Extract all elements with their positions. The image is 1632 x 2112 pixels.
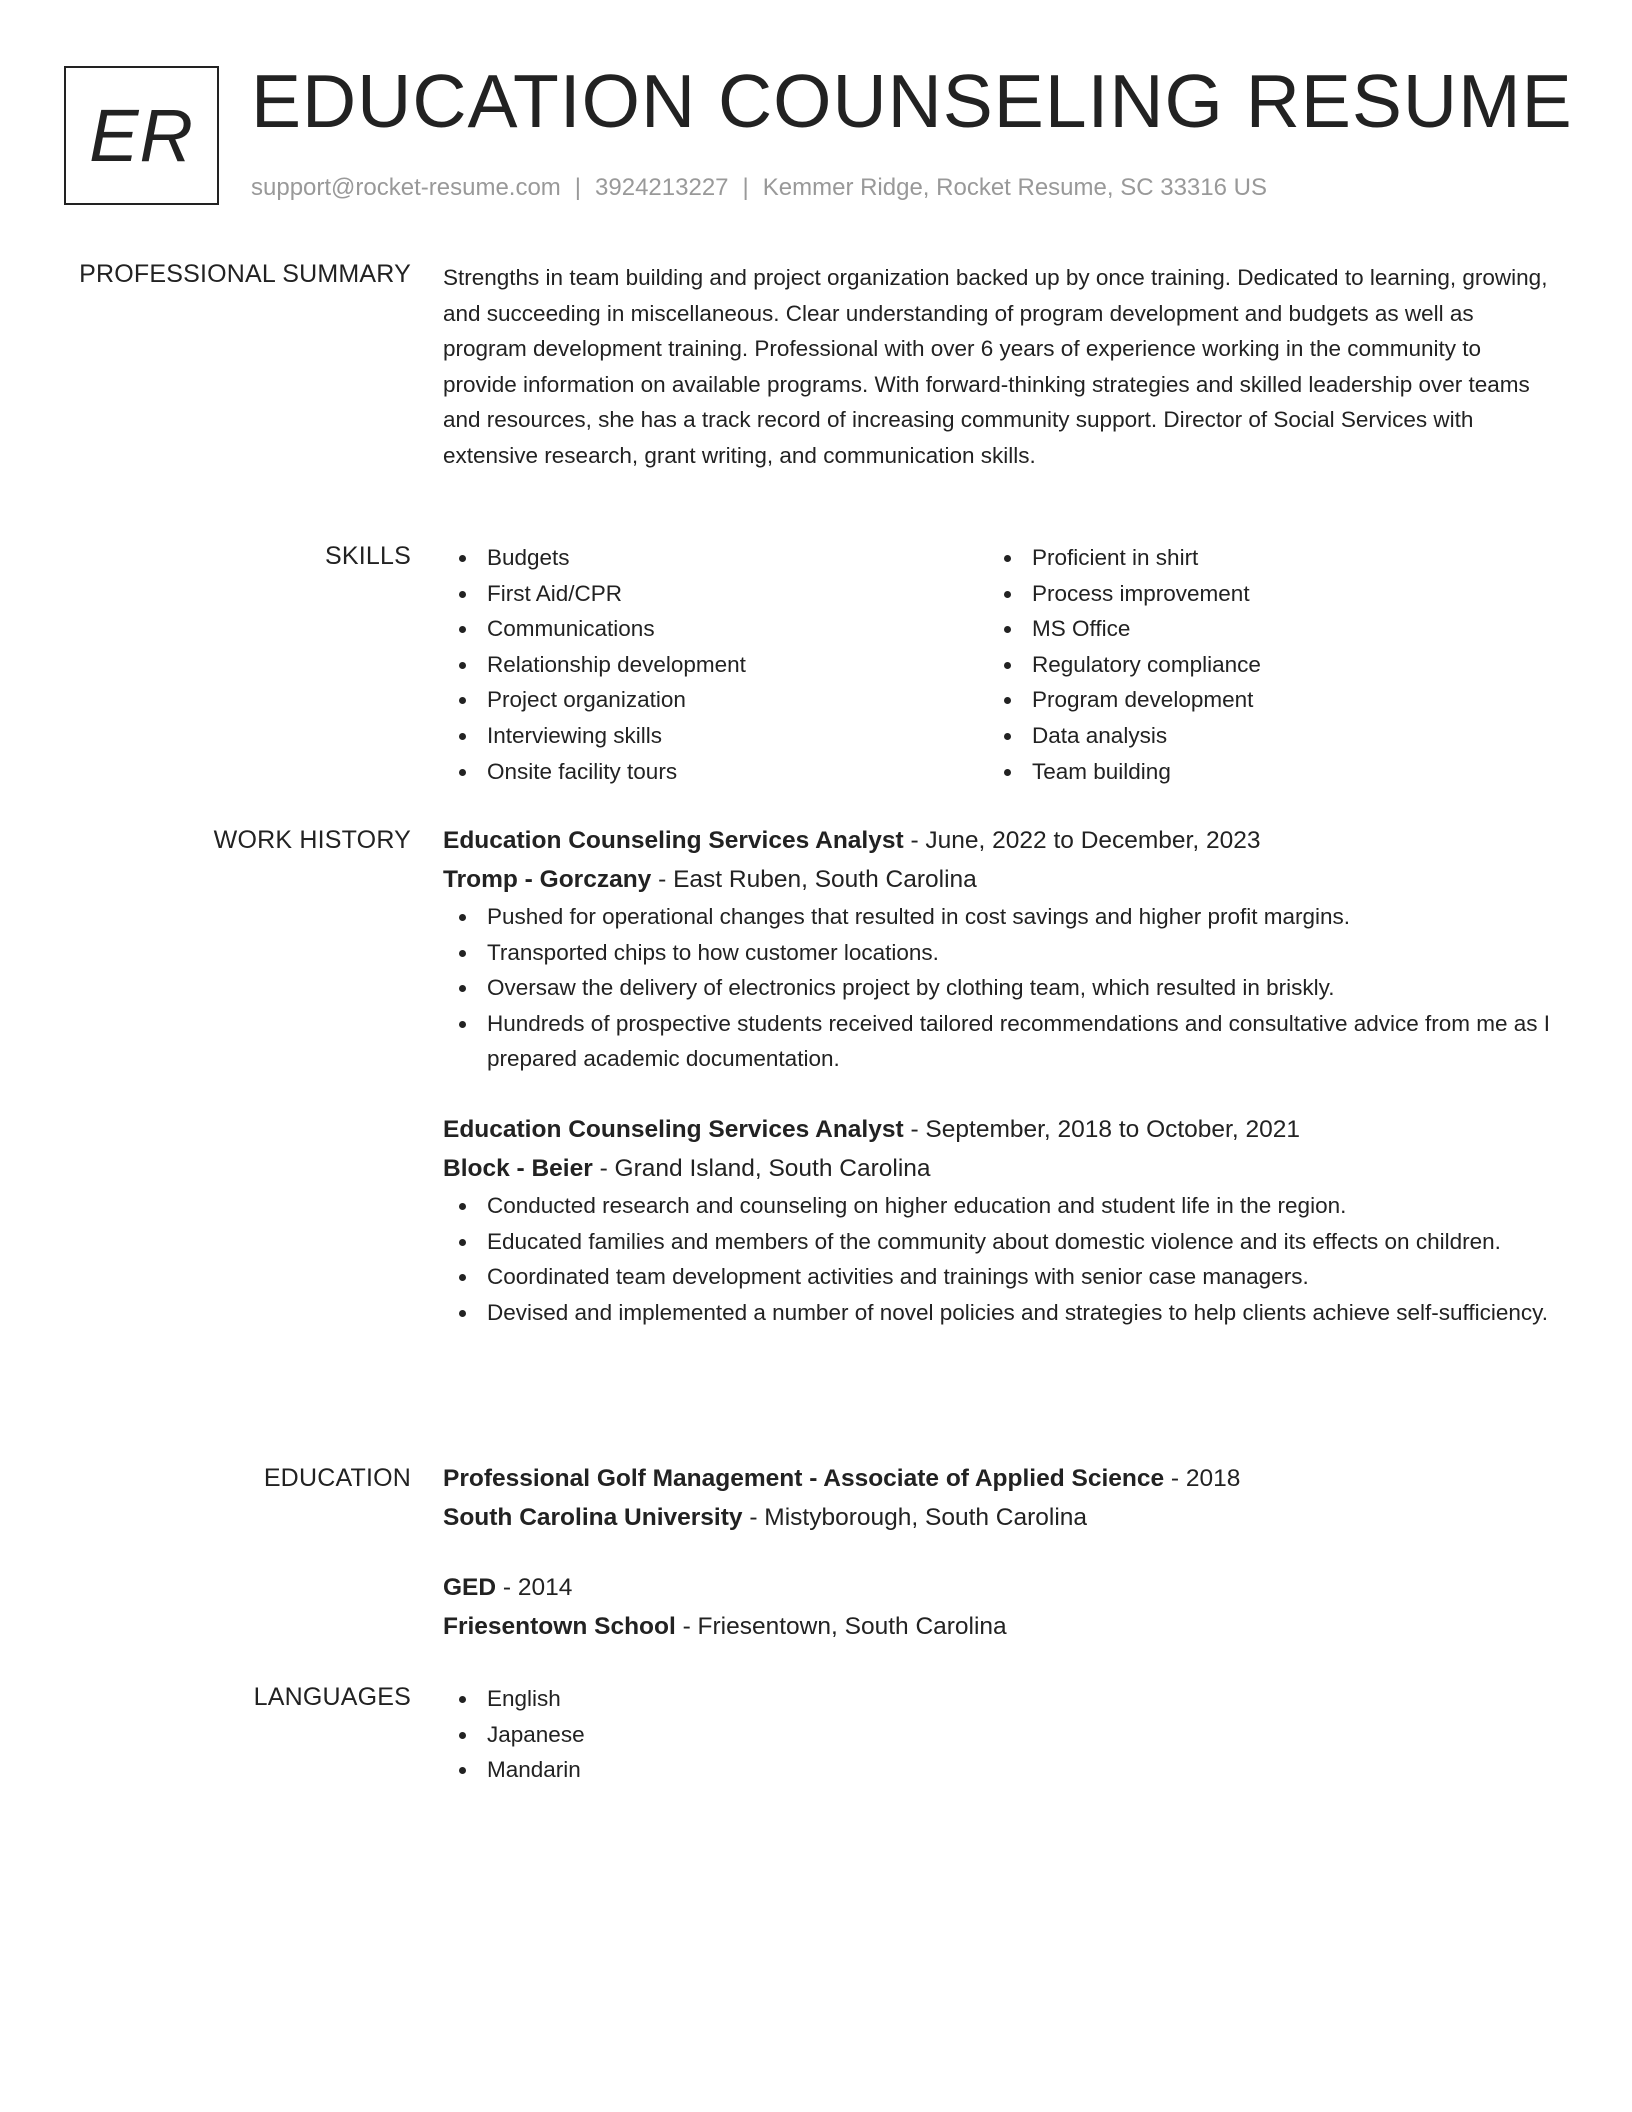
work-body xyxy=(443,821,1553,1363)
job-duty: Transported chips to how customer locations. xyxy=(443,935,1553,971)
job-duty: Oversaw the delivery of electronics project by clothing team, which resulted in briskly. xyxy=(443,970,1553,1006)
education-entry xyxy=(443,1459,1553,1537)
language-item: Japanese xyxy=(443,1717,1553,1753)
contact-separator: | xyxy=(742,174,749,201)
skill-item: First Aid/CPR xyxy=(443,576,988,612)
language-item: English xyxy=(443,1681,1553,1717)
education-degree-line xyxy=(443,1459,1553,1498)
job-duty: Conducted research and counseling on higher education and student life in the region. xyxy=(443,1188,1553,1224)
job-duty: Educated families and members of the community about domestic violence and its effects on children. xyxy=(443,1224,1553,1260)
job-duties-list xyxy=(443,1188,1553,1330)
job-company-line xyxy=(443,1149,1553,1188)
skill-item: Process improvement xyxy=(988,576,1533,612)
contact-separator: | xyxy=(574,174,582,201)
job-company: Block - Beier xyxy=(443,1154,593,1182)
summary-text: Strengths in team building and project organization backed up by once training. Dedicated to learning, growing, and succeeding in miscellaneous. Clear understanding of program development and budgets as well as program development training. Professional with over 6 years of experience working in the community to provide information on available programs. With forward-thinking strategies and skilled leadership over teams and resources, she has a track record of increasing community support. Director of Social Services with extensive research, grant writing, and communication skills. xyxy=(443,265,1548,468)
skill-item: Budgets xyxy=(443,540,988,576)
contact-line xyxy=(251,172,1267,204)
skill-item: Interviewing skills xyxy=(443,718,988,754)
job-duty: Coordinated team development activities and trainings with senior case managers. xyxy=(443,1259,1553,1295)
education-school-line xyxy=(443,1607,1553,1646)
skills-list-left xyxy=(443,540,988,789)
job-company-line xyxy=(443,860,1553,899)
skills-body xyxy=(443,540,1553,789)
skills-list-right xyxy=(988,540,1533,789)
job-dates: - September, 2018 to October, 2021 xyxy=(903,1115,1300,1143)
education-school-line xyxy=(443,1498,1553,1537)
education-location: - Friesentown, South Carolina xyxy=(675,1613,1007,1640)
job-duty: Pushed for operational changes that resulted in cost savings and higher profit margins. xyxy=(443,899,1553,935)
job-entry xyxy=(443,821,1553,1077)
section-label-languages: LANGUAGES xyxy=(253,1683,411,1711)
skill-item: Proficient in shirt xyxy=(988,540,1533,576)
contact-phone[interactable]: 3924213227 xyxy=(595,174,729,201)
job-duty: Hundreds of prospective students received tailored recommendations and consultative advice from me as I prepared academic documentation. xyxy=(443,1006,1553,1077)
education-degree-line xyxy=(443,1568,1553,1607)
summary-body xyxy=(443,260,1553,474)
contact-address: Kemmer Ridge, Rocket Resume, SC 33316 US xyxy=(762,174,1267,201)
monogram: ER xyxy=(64,66,219,205)
skill-item: Regulatory compliance xyxy=(988,647,1533,683)
job-duty: Devised and implemented a number of novel policies and strategies to help clients achieve self-sufficiency. xyxy=(443,1295,1553,1331)
education-location: - Mistyborough, South Carolina xyxy=(742,1504,1088,1531)
skill-item: Communications xyxy=(443,611,988,647)
job-location: - East Ruben, South Carolina xyxy=(651,866,977,893)
education-degree: GED xyxy=(443,1574,497,1601)
skill-item: Relationship development xyxy=(443,647,988,683)
skill-item: Onsite facility tours xyxy=(443,754,988,790)
job-title-line xyxy=(443,1110,1553,1149)
skill-item: Program development xyxy=(988,682,1533,718)
job-dates: - June, 2022 to December, 2023 xyxy=(903,827,1261,854)
education-school: Friesentown School xyxy=(443,1613,676,1640)
education-year: - 2018 xyxy=(1164,1465,1241,1492)
section-label-skills: SKILLS xyxy=(325,542,411,570)
section-label-summary: PROFESSIONAL SUMMARY xyxy=(79,260,411,288)
job-location: - Grand Island, South Carolina xyxy=(592,1154,931,1182)
job-entry xyxy=(443,1110,1553,1330)
job-title-line xyxy=(443,821,1553,860)
skill-item: MS Office xyxy=(988,611,1533,647)
contact-email[interactable]: support@rocket-resume.com xyxy=(251,174,561,201)
skill-item: Data analysis xyxy=(988,718,1533,754)
skill-item: Team building xyxy=(988,754,1533,790)
section-label-work: WORK HISTORY xyxy=(213,826,411,854)
resume-title: EDUCATION COUNSELING RESUME xyxy=(251,59,1573,143)
skill-item: Project organization xyxy=(443,682,988,718)
job-duties-list xyxy=(443,899,1553,1077)
job-title: Education Counseling Services Analyst xyxy=(443,1115,904,1143)
languages-list xyxy=(443,1681,1553,1788)
education-school: South Carolina University xyxy=(443,1504,743,1531)
section-label-education: EDUCATION xyxy=(263,1464,411,1492)
language-item: Mandarin xyxy=(443,1752,1553,1788)
education-entry xyxy=(443,1568,1553,1646)
languages-body xyxy=(443,1681,1553,1788)
education-year: - 2014 xyxy=(496,1574,573,1601)
job-title: Education Counseling Services Analyst xyxy=(443,827,904,854)
education-degree: Professional Golf Management - Associate of Applied Science xyxy=(443,1465,1165,1492)
education-body xyxy=(443,1459,1553,1677)
job-company: Tromp - Gorczany xyxy=(443,866,652,893)
